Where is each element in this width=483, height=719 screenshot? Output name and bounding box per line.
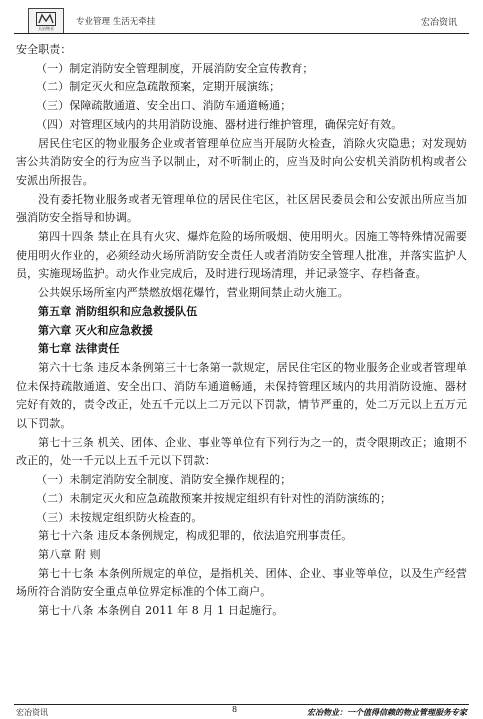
chapter-heading: 第八章 附 则 — [38, 547, 101, 561]
paragraph: 没有委托物业服务或者无管理单位的居民住宅区，社区居民委员会和公安派出所应当加强消防安全指导和协调。 — [16, 192, 467, 225]
article-44: 第四十四条 禁止在具有火灾、爆炸危险的场所吸烟、使用明火。因施工等特殊情况需要使用明火作业的，必须经动火场所消防安全责任人或者消防安全管理人批准，并落实监护人员，实施现场监护。动火作业完成后，及时进行现场清理，并记录签字、存档备查。 — [16, 230, 467, 281]
article-77: 第七十七条 本条例所规定的单位，是指机关、团体、企业、事业等单位，以及生产经营场所符合消防安全重点单位界定标准的个体工商户。 — [16, 566, 467, 599]
header-slogan: 专业管理 生活无牵挂 — [76, 17, 156, 27]
logo-emblem-icon — [36, 12, 56, 26]
footer-tagline: 宏冶物业：一个值得信赖的物业管理服务专家 — [307, 707, 467, 717]
list-item: （一）制定消防安全管理制度，开展消防安全宣传教育； — [36, 61, 314, 75]
logo-text: 天冶物业 — [38, 25, 54, 31]
list-item: （二）未制定灭火和应急疏散预案并按规定组织有针对性的消防演练的； — [36, 491, 392, 505]
list-item: （三）保障疏散通道、安全出口、消防车通道畅通； — [36, 99, 292, 113]
header-divider — [14, 33, 469, 34]
article-67: 第六十七条 违反本条例第三十七条第一款规定，居民住宅区的物业服务企业或者管理单位未保持疏散通道、安全出口、消防车通道畅通，未保持管理区域内的共用消防设施、器材完好有效的，责令改正，处五千元以上二万元以下罚款，情节严重的，处二万元以上五万元以下罚款。 — [16, 360, 467, 431]
chapter-heading: 第六章 灭火和应急救援 — [38, 323, 153, 337]
header-brand: 宏冶资讯 — [420, 18, 457, 28]
page-number: 8 — [232, 705, 238, 714]
paragraph: 公共娱乐场所室内严禁燃放烟花爆竹，营业期间禁止动火施工。 — [38, 286, 349, 300]
chapter-heading: 第五章 消防组织和应急救援队伍 — [38, 304, 198, 318]
list-item: （二）制定灭火和应急疏散预案，定期开展演练； — [36, 80, 281, 94]
list-item: （四）对管理区域内的共用消防设施、器材进行维护管理，确保完好有效。 — [36, 117, 403, 131]
paragraph: 居民住宅区的物业服务企业或者管理单位应当开展防火检查，消除火灾隐患；对发现妨害公共消防安全的行为应当予以制止，对不听制止的，应当及时向公安机关消防机构或者公安派出所报告。 — [16, 136, 467, 187]
footer-brand: 宏冶资讯 — [16, 708, 48, 717]
document-body — [16, 41, 467, 621]
chapter-heading: 第七章 法律责任 — [38, 342, 120, 356]
footer-divider — [14, 704, 469, 705]
page-header — [14, 8, 469, 34]
article-78: 第七十八条 本条例自 2011 年 8 月 1 日起施行。 — [38, 604, 284, 618]
paragraph: 安全职责： — [16, 43, 72, 56]
article-76: 第七十六条 违反本条例规定，构成犯罪的，依法追究刑事责任。 — [38, 529, 353, 543]
company-logo — [28, 8, 64, 34]
list-item: （一）未制定消防安全制度、消防安全操作规程的； — [36, 473, 292, 487]
list-item: （三）未按规定组织防火检查的。 — [36, 510, 203, 524]
article-73: 第七十三条 机关、团体、企业、事业等单位有下列行为之一的，责令限期改正；逾期不改正的，处一千元以上五千元以下罚款： — [16, 435, 467, 468]
